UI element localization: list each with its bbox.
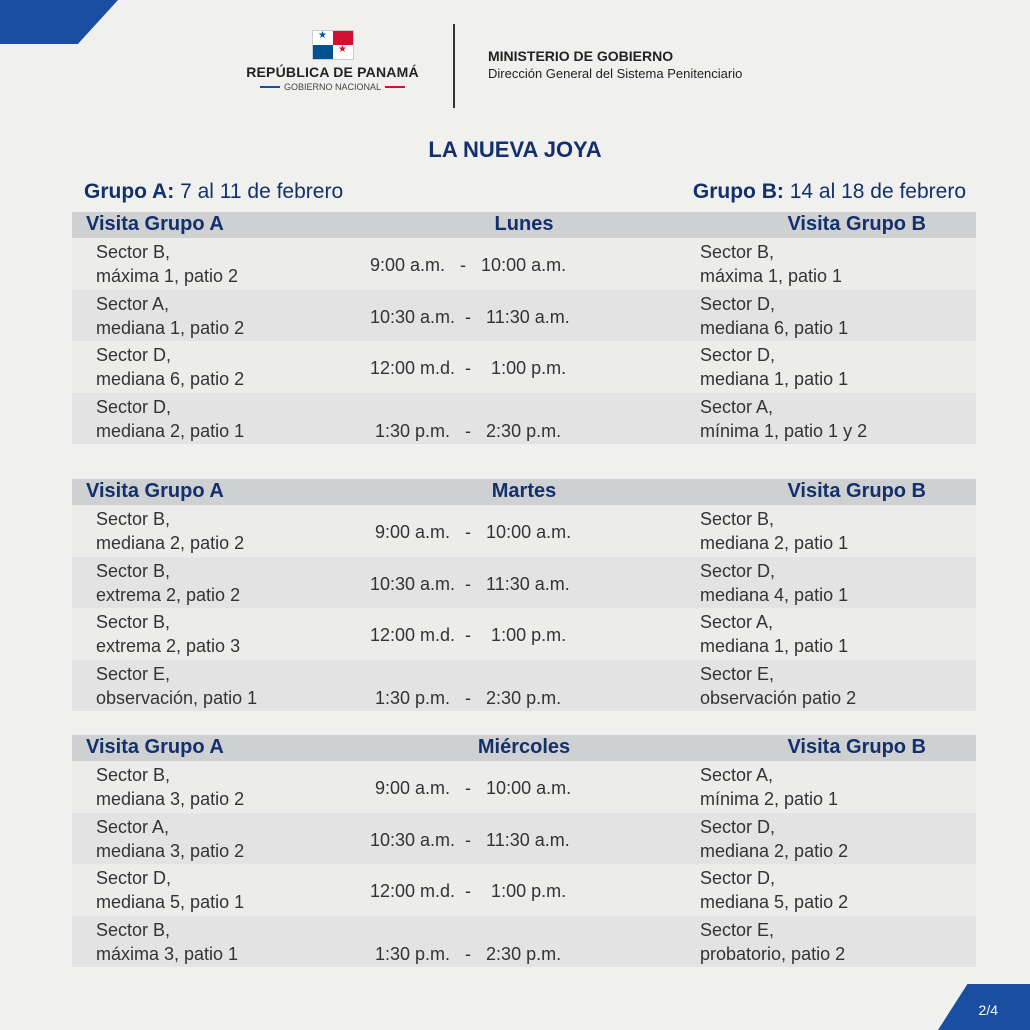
time-slot: 12:00 m.d. - 1:00 p.m. [370, 881, 567, 901]
schedule-row [72, 290, 976, 342]
schedule-row [72, 761, 976, 813]
ministry-department: Dirección General del Sistema Penitenciario [488, 66, 743, 81]
ministry-name: MINISTERIO DE GOBIERNO [488, 48, 674, 64]
group-a-location: Sector A, mediana 1, patio 2 [96, 293, 245, 338]
page-number: 2/4 [978, 1002, 998, 1018]
group-a-heading: Visita Grupo A [86, 480, 224, 502]
day-heading: Lunes [494, 213, 554, 235]
time-slot: 12:00 m.d. - 1:00 p.m. [370, 625, 567, 645]
time-slot: 1:30 p.m. - 2:30 p.m. [370, 687, 562, 708]
time-slot: 9:00 a.m. - 10:00 a.m. [370, 778, 572, 798]
day-heading: Miércoles [477, 736, 571, 758]
schedule-section [72, 735, 976, 967]
group-b-location: Sector D, mediana 2, patio 2 [700, 816, 849, 861]
group-a-location: Sector B, mediana 2, patio 2 [96, 509, 245, 553]
group-a-location: Sector D, mediana 2, patio 1 [96, 396, 245, 441]
group-a-location: Sector B, extrema 2, patio 2 [96, 560, 241, 605]
group-b-location: Sector A, mediana 1, patio 1 [700, 612, 849, 656]
group-a-location: Sector D, mediana 6, patio 2 [96, 345, 245, 389]
time-slot: 10:30 a.m. - 11:30 a.m. [370, 573, 570, 594]
day-heading: Martes [491, 480, 557, 502]
schedule-row [72, 341, 976, 393]
schedule-row [72, 864, 976, 916]
group-a-location: Sector B, máxima 1, patio 2 [96, 242, 239, 286]
schedule-section [72, 212, 976, 444]
group-b-location: Sector E, probatorio, patio 2 [700, 919, 846, 964]
ministry-block [488, 48, 742, 81]
group-b-location: Sector A, mínima 2, patio 1 [700, 765, 839, 809]
time-slot: 10:30 a.m. - 11:30 a.m. [370, 306, 570, 327]
group-b-location: Sector D, mediana 5, patio 2 [700, 868, 849, 912]
group-b-location: Sector B, máxima 1, patio 1 [700, 242, 843, 286]
schedule-row [72, 608, 976, 660]
schedule-row [72, 813, 976, 865]
government-name: REPÚBLICA DE PANAMÁ [246, 64, 419, 80]
group-a-location: Sector E, observación, patio 1 [96, 663, 258, 708]
group-b-location: Sector D, mediana 4, patio 1 [700, 560, 849, 605]
group-a-heading: Visita Grupo A [86, 736, 224, 758]
time-slot: 12:00 m.d. - 1:00 p.m. [370, 358, 567, 378]
panama-flag-icon: ★ ★ [312, 30, 354, 60]
page-title: LA NUEVA JOYA [428, 137, 602, 162]
group-a-location: Sector B, mediana 3, patio 2 [96, 765, 245, 809]
government-subtitle: GOBIERNO NACIONAL [230, 82, 435, 92]
schedule-section [72, 479, 976, 711]
schedule-row [72, 660, 976, 712]
group-b-dates: Grupo B: 14 al 18 de febrero [692, 180, 966, 203]
group-b-heading: Visita Grupo B [787, 736, 926, 758]
group-dates [84, 180, 966, 206]
government-logo [230, 30, 435, 92]
time-slot: 10:30 a.m. - 11:30 a.m. [370, 829, 570, 850]
group-b-location: Sector D, mediana 6, patio 1 [700, 293, 849, 338]
group-a-location: Sector B, máxima 3, patio 1 [96, 919, 239, 964]
group-b-location: Sector E, observación patio 2 [700, 663, 857, 708]
time-slot: 1:30 p.m. - 2:30 p.m. [370, 420, 562, 441]
corner-decoration-top-left [0, 0, 118, 44]
schedule-row [72, 916, 976, 968]
group-b-location: Sector D, mediana 1, patio 1 [700, 345, 849, 389]
schedule-row [72, 393, 976, 445]
schedule-row [72, 238, 976, 290]
group-a-heading: Visita Grupo A [86, 213, 224, 235]
section-header [72, 479, 976, 505]
header-divider [453, 24, 455, 108]
group-b-heading: Visita Grupo B [787, 213, 926, 235]
section-header [72, 212, 976, 238]
group-a-location: Sector A, mediana 3, patio 2 [96, 816, 245, 861]
schedule-row [72, 505, 976, 557]
group-a-dates: Grupo A: 7 al 11 de febrero [84, 180, 344, 203]
time-slot: 1:30 p.m. - 2:30 p.m. [370, 943, 562, 964]
group-b-location: Sector A, mínima 1, patio 1 y 2 [700, 396, 868, 441]
schedule-row [72, 557, 976, 609]
section-header [72, 735, 976, 761]
time-slot: 9:00 a.m. - 10:00 a.m. [370, 255, 567, 275]
group-a-location: Sector B, extrema 2, patio 3 [96, 612, 241, 656]
group-b-heading: Visita Grupo B [787, 480, 926, 502]
group-a-location: Sector D, mediana 5, patio 1 [96, 868, 245, 912]
time-slot: 9:00 a.m. - 10:00 a.m. [370, 522, 572, 542]
group-b-location: Sector B, mediana 2, patio 1 [700, 509, 849, 553]
